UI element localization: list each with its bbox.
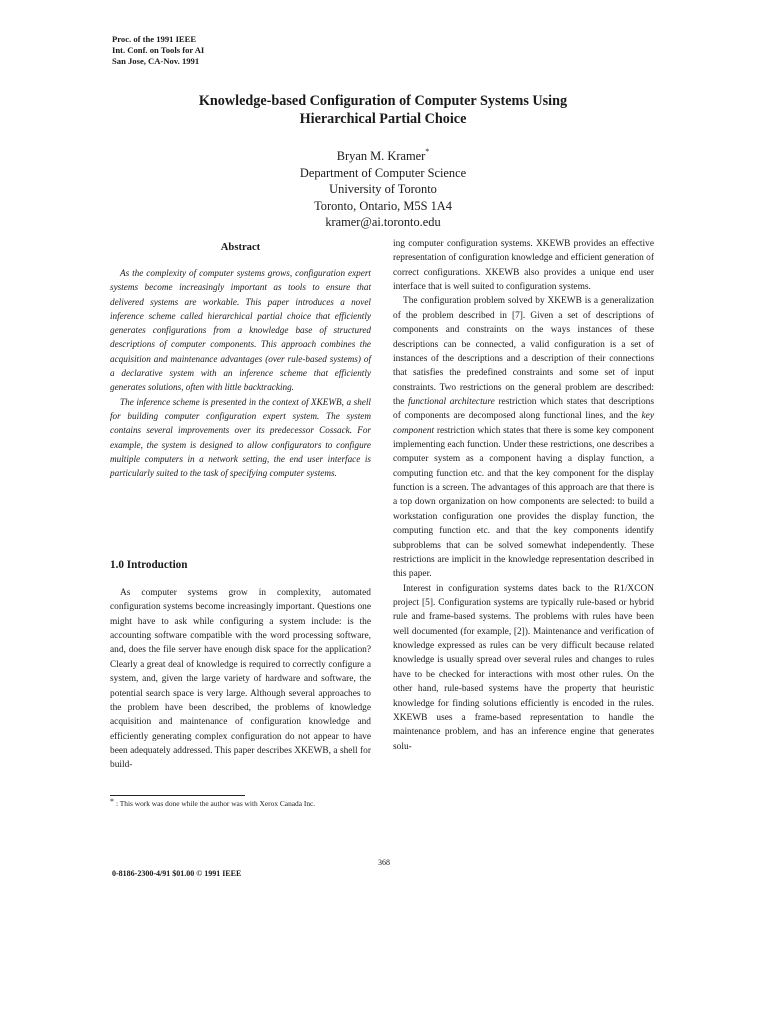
author-block [230, 148, 536, 231]
author-footnote-mark: * [425, 147, 430, 156]
footnote-mark: * [110, 797, 114, 806]
footnote-rule [110, 795, 245, 796]
proceedings-header [112, 34, 204, 67]
author-email: kramer@ai.toronto.edu [325, 215, 441, 230]
abstract-body [110, 266, 371, 480]
abstract-p2-xkewb: XKEWB [311, 396, 342, 407]
abstract-paragraph-1: As the complexity of computer systems grows, configuration expert systems become increasingly important as tools to ensure that delivered systems are workable. This paper introduces a novel inference scheme called hierarchical partial choice that efficiently generates configurations from a knowledge base of structured descriptions of computer components. This approach combines the acquisition and maintenance advantages (over rule-based systems) of a declarative system with an inference scheme that efficiently generates solutions, often with little backtracking. [110, 268, 371, 393]
abstract-p2-start: The inference scheme is presented in the context of [120, 396, 312, 407]
title-line-1: Knowledge-based Configuration of Computer Systems Using [198, 93, 568, 109]
right-paragraph-2 [393, 294, 654, 581]
abstract-heading: Abstract [220, 242, 261, 253]
author-university: University of Toronto [329, 182, 437, 197]
right-p2-part-c: restriction which states that there is some key component implementing each function. Under these restrictions, one describes a computer system as a component having a display function, a computing function etc. and that the key component for the display function is a screen. The advantages of this approach are that there is a top down organization on how components are selected: to build a workstation configuration one provides the display function, the computing function etc. and that the key components identify subproblems that can be solved somewhat independently. These restrictions are implicit in the knowledge representation described in this paper. [393, 425, 654, 580]
right-paragraph-3: Interest in configuration systems dates back to the R1/XCON project [5]. Configuration systems are typically rule-based or hybrid rule and frame-based systems. The problems with rules have been well documented (for example, [2]). Maintenance and verification of knowledge expressed as rules can be very difficult because related knowledge is usually spread over several rules and changes to rules have to be checked for interactions with most other rules. On the other hand, rule-based systems have the property that heuristic knowledge for finding solutions efficiently is encoded in the rules. XKEWB uses a frame-based representation to handle the maintenance problem, and has an inference engine that generates solu- [393, 583, 654, 752]
right-p2-part-a: The configuration problem solved by XKEWB is a generalization of the problem described in [7]. Given a set of descriptions of components and constraints on the ways instances of these descriptions can be connected, a valid configuration is a set of instances of the descriptions and a description of their connections that satisfies the predefined constraints and some set of input constraints. Two restrictions on the general problem are described: the [393, 296, 654, 407]
introduction-paragraph-1: As computer systems grow in complexity, automated configuration systems become increasingly important. Questions one might have to ask while configuring a system include: is the accounting software compatible with the word processing software, and, does the file server have enough disk space for the application? Clearly a great deal of knowledge is required to correctly configure a system, and, given the large variety of hardware and software, the potential search space is very large. Although several approaches to the problem have been described, the problems of knowledge acquisition and maintenance of configuration knowledge and efficiently generating complex configuration do not appear to have been adequately addressed. This paper describes XKEWB, a shell for build- [110, 588, 371, 771]
abstract-p2-end: , a shell for building computer configuration expert system. The system contains several improvements over its predecessor Cossack. For example, the system is designed to allow configurators to configure multiple computers in a network setting, the end user interface is particularly suited to the task of specifying computer systems. [110, 396, 371, 479]
abstract-paragraph-2 [110, 395, 371, 481]
introduction-heading: 1.0 Introduction [110, 559, 188, 571]
author-address: Toronto, Ontario, M5S 1A4 [314, 198, 452, 213]
author-department: Department of Computer Science [299, 165, 467, 180]
right-paragraph-1: ing computer configuration systems. XKEWB provides an effective representation of configuration knowledge and efficient generation of correct configurations. XKEWB also provides a unique end user interface that is well suited to configuration systems. [393, 239, 654, 293]
copyright-line: 0-8186-2300-4/91 $01.00 © 1991 IEEE [112, 869, 242, 878]
header-line-1: Proc. of the 1991 IEEE [112, 34, 197, 44]
title-line-2: Hierarchical Partial Choice [299, 111, 467, 127]
right-p2-part-b: restriction which states that descriptions of components are decomposed along functional lines, and the [393, 396, 654, 422]
introduction-body [110, 586, 371, 773]
page-number: 368 [378, 858, 390, 867]
author-name: Bryan M. Kramer [336, 149, 426, 163]
right-p2-functional-term: functional architecture [408, 396, 495, 407]
right-p2-key-term: key component [393, 411, 654, 436]
header-line-3: San Jose, CA-Nov. 1991 [112, 56, 200, 66]
paper-title [150, 92, 616, 128]
right-column [393, 237, 654, 754]
header-line-2: Int. Conf. on Tools for AI [112, 45, 205, 55]
footnote [110, 797, 380, 809]
author-name-line [230, 148, 536, 165]
footnote-text: : This work was done while the author was with Xerox Canada Inc. [116, 799, 316, 808]
